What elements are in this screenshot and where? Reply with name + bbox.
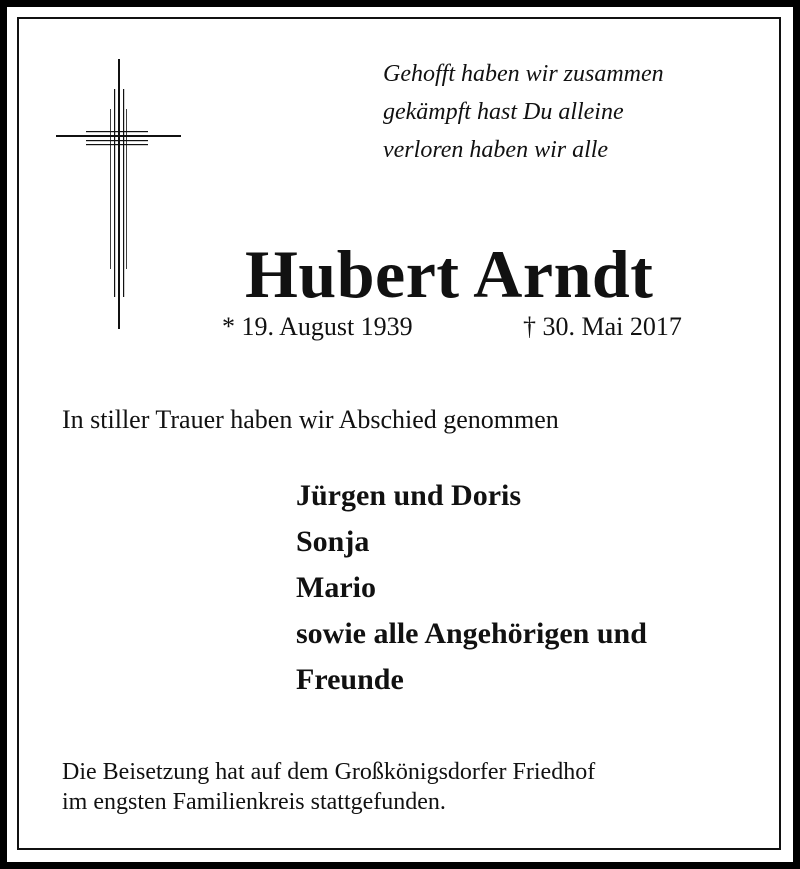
poem-line-1: Gehofft haben wir zusammen: [383, 61, 664, 87]
cross-icon: [56, 59, 181, 334]
death-date: † 30. Mai 2017: [523, 312, 682, 341]
obituary-card: [7, 7, 793, 862]
mourning-line: In stiller Trauer haben wir Abschied genommen: [62, 405, 559, 434]
survivor-line: Freunde: [296, 663, 404, 696]
burial-note-line-2: im engsten Familienkreis stattgefunden.: [62, 789, 446, 815]
burial-note-line-1: Die Beisetzung hat auf dem Großkönigsdorfer Friedhof: [62, 759, 596, 785]
poem-line-2: gekämpft hast Du alleine: [383, 99, 624, 125]
birth-date: * 19. August 1939: [222, 312, 413, 341]
survivor-line: Jürgen und Doris: [296, 479, 522, 512]
survivor-line: Sonja: [296, 525, 370, 558]
survivor-line: sowie alle Angehörigen und: [296, 617, 647, 650]
deceased-name: Hubert Arndt: [245, 236, 654, 312]
survivor-line: Mario: [296, 571, 376, 604]
poem-line-3: verloren haben wir alle: [383, 137, 609, 163]
